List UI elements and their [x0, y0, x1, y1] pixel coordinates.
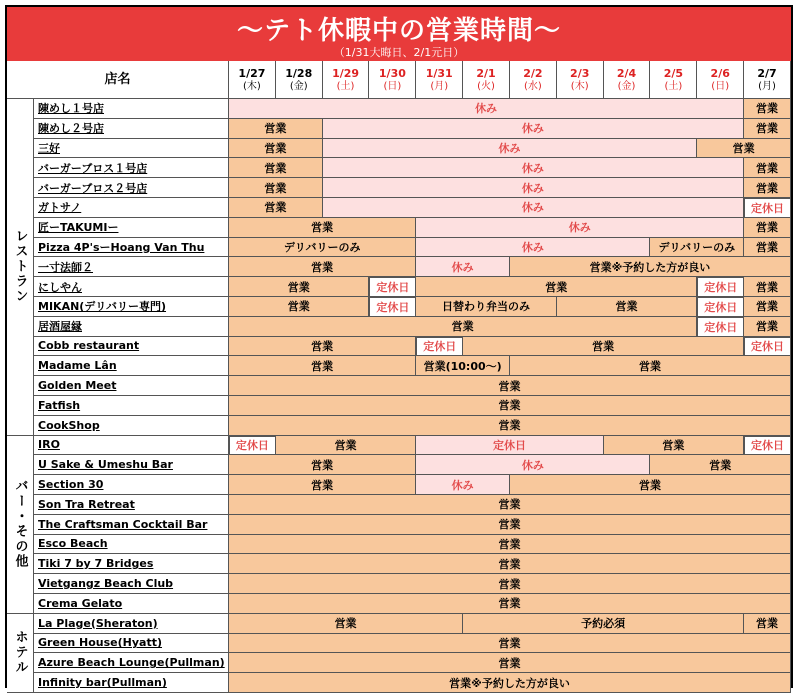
status-cell: 営業: [744, 297, 791, 317]
status-cell: 休み: [229, 99, 744, 119]
status-cell: 定休日: [697, 297, 744, 317]
status-cell: 休み: [323, 178, 744, 198]
status-cell: 営業: [510, 475, 791, 495]
store-name: にしやん: [34, 277, 229, 297]
status-cell: 営業: [229, 277, 369, 297]
status-cell: 営業: [744, 218, 791, 238]
status-cell: 営業: [416, 277, 697, 297]
date-label: 1/30: [378, 66, 406, 80]
store-name: La Plage(Sheraton): [34, 614, 229, 634]
status-cell: 営業: [229, 634, 791, 654]
status-cell: 営業: [229, 119, 323, 139]
store-name: Esco Beach: [34, 535, 229, 555]
date-label: 2/2: [523, 66, 543, 80]
status-cell: デリバリーのみ: [229, 238, 416, 258]
status-cell: 営業: [229, 614, 463, 634]
store-name: CookShop: [34, 416, 229, 436]
status-cell: 営業: [229, 554, 791, 574]
weekday-label: (木): [570, 80, 589, 92]
status-cell: 営業: [229, 297, 369, 317]
column-header-date: [276, 61, 323, 99]
status-cell: 営業: [229, 653, 791, 673]
status-cell: 休み: [416, 238, 650, 258]
weekday-label: (月): [758, 80, 776, 92]
store-name: 陳めし２号店: [34, 119, 229, 139]
page-subtitle: （1/31大晦日、2/1元日）: [333, 46, 465, 59]
weekday-label: (日): [383, 80, 402, 92]
status-cell: 営業: [744, 119, 791, 139]
status-cell: 営業: [744, 614, 791, 634]
title-banner: [7, 7, 791, 63]
status-cell: 定休日: [416, 337, 463, 357]
status-cell: 定休日: [744, 198, 791, 218]
status-cell: 営業: [229, 416, 791, 436]
status-cell: 営業: [229, 139, 323, 159]
weekday-label: (土): [664, 80, 683, 92]
status-cell: 営業: [229, 218, 416, 238]
store-name: IRO: [34, 436, 229, 456]
status-cell: 営業: [229, 535, 791, 555]
status-cell: 営業: [557, 297, 697, 317]
status-cell: 営業: [510, 356, 791, 376]
weekday-label: (水): [523, 80, 542, 92]
status-cell: 営業: [276, 436, 416, 456]
status-cell: 休み: [323, 198, 744, 218]
status-cell: 日替わり弁当のみ: [416, 297, 556, 317]
store-name: ガトサノ: [34, 198, 229, 218]
status-cell: 営業: [744, 277, 791, 297]
store-name: 一寸法師２: [34, 257, 229, 277]
status-cell: 営業: [229, 455, 416, 475]
store-name: Madame Lân: [34, 356, 229, 376]
store-name: バーガーブロス２号店: [34, 178, 229, 198]
store-name: 陳めし１号店: [34, 99, 229, 119]
status-cell: 定休日: [369, 297, 416, 317]
status-cell: 営業: [744, 317, 791, 337]
status-cell: 休み: [323, 158, 744, 178]
status-cell: 営業: [229, 475, 416, 495]
store-name: バーガーブロス１号店: [34, 158, 229, 178]
column-header-store: 店名: [7, 61, 229, 99]
column-header-date: [323, 61, 370, 99]
date-label: 2/6: [710, 66, 730, 80]
store-name: MIKAN(デリバリー専門): [34, 297, 229, 317]
column-header-date: [510, 61, 557, 99]
column-header-date: [697, 61, 744, 99]
column-header-date: [369, 61, 416, 99]
column-header-date: [744, 61, 791, 99]
status-cell: 休み: [416, 218, 744, 238]
store-name: Section 30: [34, 475, 229, 495]
weekday-label: (金): [289, 80, 308, 92]
status-cell: 営業: [229, 178, 323, 198]
status-cell: 営業: [604, 436, 744, 456]
column-header-date: [650, 61, 697, 99]
schedule-sheet: [5, 5, 793, 688]
store-name: Green House(Hyatt): [34, 634, 229, 654]
date-label: 1/27: [238, 66, 266, 80]
page-title: 〜テト休暇中の営業時間〜: [236, 16, 561, 46]
status-cell: 定休日: [744, 436, 791, 456]
status-cell: 営業※予約した方が良い: [510, 257, 791, 277]
column-header-date: [604, 61, 651, 99]
column-header-date: [229, 61, 276, 99]
status-cell: 営業: [229, 594, 791, 614]
status-cell: 営業: [229, 198, 323, 218]
store-name: Cobb restaurant: [34, 337, 229, 357]
date-label: 2/5: [663, 66, 684, 80]
date-label: 2/1: [476, 66, 496, 80]
status-cell: デリバリーのみ: [650, 238, 744, 258]
store-name: The Craftsman Cocktail Bar: [34, 515, 229, 535]
status-cell: 営業: [229, 158, 323, 178]
date-label: 1/29: [332, 66, 360, 80]
date-label: 1/28: [285, 66, 313, 80]
store-name: 三好: [34, 139, 229, 159]
status-cell: 営業: [229, 376, 791, 396]
status-cell: 定休日: [744, 337, 791, 357]
store-name: Infinity bar(Pullman): [34, 673, 229, 693]
status-cell: 営業: [229, 317, 697, 337]
store-name: Pizza 4P'sーHoang Van Thu: [34, 238, 229, 258]
store-name: Son Tra Retreat: [34, 495, 229, 515]
status-cell: 休み: [416, 455, 650, 475]
status-cell: 定休日: [697, 317, 744, 337]
category-label: レストラン: [7, 99, 34, 436]
status-cell: 営業: [229, 257, 416, 277]
date-label: 2/7: [757, 66, 777, 80]
store-name: Fatfish: [34, 396, 229, 416]
category-label: ホテル: [7, 614, 34, 693]
store-name: Golden Meet: [34, 376, 229, 396]
status-cell: 予約必須: [463, 614, 744, 634]
weekday-label: (日): [711, 80, 730, 92]
store-name: U Sake & Umeshu Bar: [34, 455, 229, 475]
status-cell: 営業: [229, 337, 416, 357]
status-cell: 営業: [229, 356, 416, 376]
status-cell: 休み: [323, 119, 744, 139]
status-cell: 営業: [697, 139, 791, 159]
status-cell: 営業: [744, 158, 791, 178]
store-name: 居酒屋縁: [34, 317, 229, 337]
status-cell: 営業: [744, 99, 791, 119]
column-header-date: [463, 61, 510, 99]
weekday-label: (金): [617, 80, 636, 92]
weekday-label: (火): [477, 80, 495, 92]
status-cell: 営業: [744, 238, 791, 258]
status-cell: 営業※予約した方が良い: [229, 673, 791, 693]
status-cell: 定休日: [369, 277, 416, 297]
status-cell: 営業(10:00〜): [416, 356, 510, 376]
store-name: Azure Beach Lounge(Pullman): [34, 653, 229, 673]
status-cell: 休み: [323, 139, 698, 159]
weekday-label: (月): [430, 80, 449, 92]
weekday-label: (土): [336, 80, 355, 92]
store-name: 匠ーTAKUMIー: [34, 218, 229, 238]
column-header-date: [557, 61, 604, 99]
status-cell: 休み: [416, 475, 510, 495]
status-cell: 休み: [416, 257, 510, 277]
status-cell: 定休日: [229, 436, 276, 456]
status-cell: 営業: [650, 455, 790, 475]
date-label: 2/3: [570, 66, 590, 80]
status-cell: 営業: [744, 178, 791, 198]
status-cell: 営業: [229, 574, 791, 594]
store-name: Crema Gelato: [34, 594, 229, 614]
date-label: 1/31: [425, 66, 453, 80]
status-cell: 営業: [463, 337, 744, 357]
status-cell: 営業: [229, 495, 791, 515]
status-cell: 定休日: [416, 436, 603, 456]
date-label: 2/4: [616, 66, 637, 80]
status-cell: 営業: [229, 515, 791, 535]
status-cell: 定休日: [697, 277, 744, 297]
status-cell: 営業: [229, 396, 791, 416]
category-label: バー・その他: [7, 436, 34, 614]
column-header-date: [416, 61, 463, 99]
store-name: Vietgangz Beach Club: [34, 574, 229, 594]
store-name: Tiki 7 by 7 Bridges: [34, 554, 229, 574]
weekday-label: (木): [243, 80, 261, 92]
